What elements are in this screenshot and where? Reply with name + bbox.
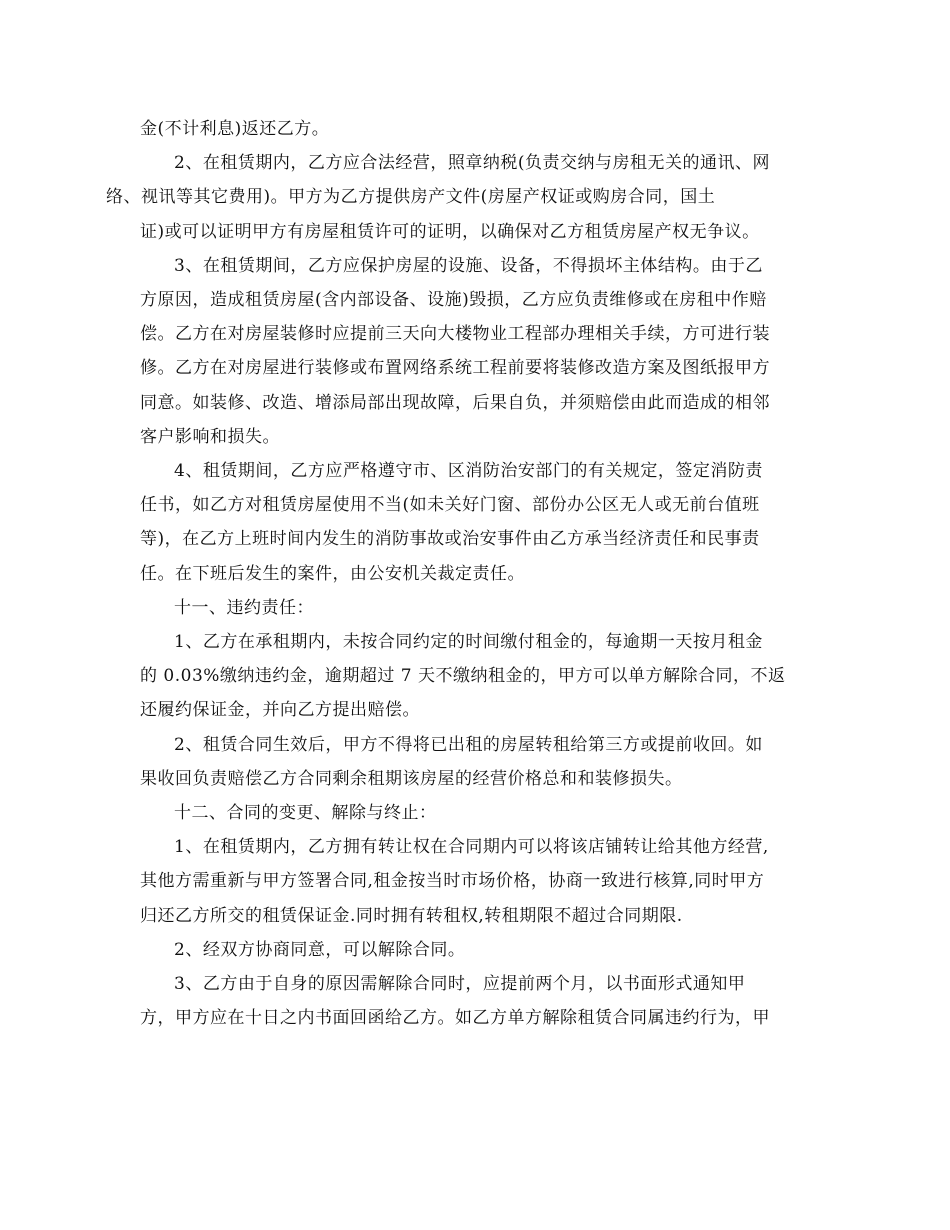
text-line: 2、在租赁期内，乙方应合法经营，照章纳税(负责交纳与房租无关的通讯、网 [174, 153, 770, 174]
text-line: 还履约保证金，并向乙方提出赔偿。 [140, 700, 420, 721]
text-line: 4、租赁期间，乙方应严格遵守市、区消防治安部门的有关规定，签定消防责 [174, 461, 763, 482]
text-line: 络、视讯等其它费用)。甲方为乙方提供房产文件(房屋产权证或购房合同，国土 [106, 187, 716, 208]
paragraph-breach-clause-2-sublease [140, 728, 812, 796]
text-line: 果收回负责赔偿乙方合同剩余租期该房屋的经营价格总和和装修损失。 [140, 768, 683, 789]
text-line: 同意。如装修、改造、增添局部出现故障，后果自负，并须赔偿由此而造成的相邻 [140, 392, 770, 413]
paragraph-change-clause-3-tenant-termination [140, 967, 812, 1035]
paragraph-clause-3-facility-protection [140, 249, 812, 454]
text-line: 十一、违约责任： [174, 597, 314, 618]
text-line: 修。乙方在对房屋进行装修或布置网络系统工程前要将装修改造方案及图纸报甲方 [140, 358, 770, 379]
text-line: 客户影响和损失。 [140, 426, 280, 447]
text-line: 其他方需重新与甲方签署合同,租金按当时市场价格，协商一致进行核算,同时甲方 [140, 871, 765, 892]
paragraph-deposit-return [140, 112, 812, 146]
text-line: 3、在租赁期间，乙方应保护房屋的设施、设备，不得损坏主体结构。由于乙 [174, 255, 763, 276]
text-line: 十二、合同的变更、解除与终止： [174, 803, 437, 824]
text-line: 任。在下班后发生的案件，由公安机关裁定责任。 [140, 563, 525, 584]
text-line: 金(不计利息)返还乙方。 [140, 119, 330, 139]
text-line: 1、在租赁期内，乙方拥有转让权在合同期内可以将该店铺转让给其他方经营, [174, 837, 769, 858]
text-line: 等)，在乙方上班时间内发生的消防事故或治安事件由乙方承当经济责任和民事责 [140, 529, 760, 550]
section-heading-contract-change-termination [140, 796, 812, 830]
paragraph-breach-clause-1-late-rent [140, 625, 812, 728]
text-line: 证)或可以证明甲方有房屋租赁许可的证明，以确保对乙方租赁房屋产权无争议。 [140, 221, 760, 242]
text-line: 方原因，造成租赁房屋(含内部设备、设施)毁损，乙方应负责维修或在房租中作赔 [140, 290, 767, 311]
text-line: 任书，如乙方对租赁房屋使用不当(如未关好门窗、部份办公区无人或无前台值班 [140, 495, 760, 516]
text-line: 3、乙方由于自身的原因需解除合同时，应提前两个月，以书面形式通知甲 [174, 974, 746, 995]
text-line: 偿。乙方在对房屋装修时应提前三天向大楼物业工程部办理相关手续，方可进行装 [140, 324, 770, 345]
text-line: 2、租赁合同生效后，甲方不得将已出租的房屋转租给第三方或提前收回。如 [174, 734, 763, 755]
text-line: 2、经双方协商同意，可以解除合同。 [174, 939, 466, 960]
paragraph-clause-4-fire-safety [140, 454, 812, 591]
paragraph-change-clause-1-transfer-right [140, 830, 812, 933]
text-line: 的 0.03%缴纳违约金，逾期超过 7 天不缴纳租金的，甲方可以单方解除合同，不返 [140, 666, 786, 687]
paragraph-change-clause-2-mutual-termination [140, 933, 812, 967]
paragraph-clause-2-legal-operation [106, 146, 812, 249]
section-heading-breach-liability [140, 591, 812, 625]
text-line: 归还乙方所交的租赁保证金.同时拥有转租权,转租期限不超过合同期限. [140, 905, 683, 926]
document-body [106, 112, 812, 1035]
text-line: 1、乙方在承租期内，未按合同约定的时间缴付租金的，每逾期一天按月租金 [174, 632, 763, 653]
text-line: 方，甲方应在十日之内书面回函给乙方。如乙方单方解除租赁合同属违约行为，甲 [140, 1008, 770, 1029]
